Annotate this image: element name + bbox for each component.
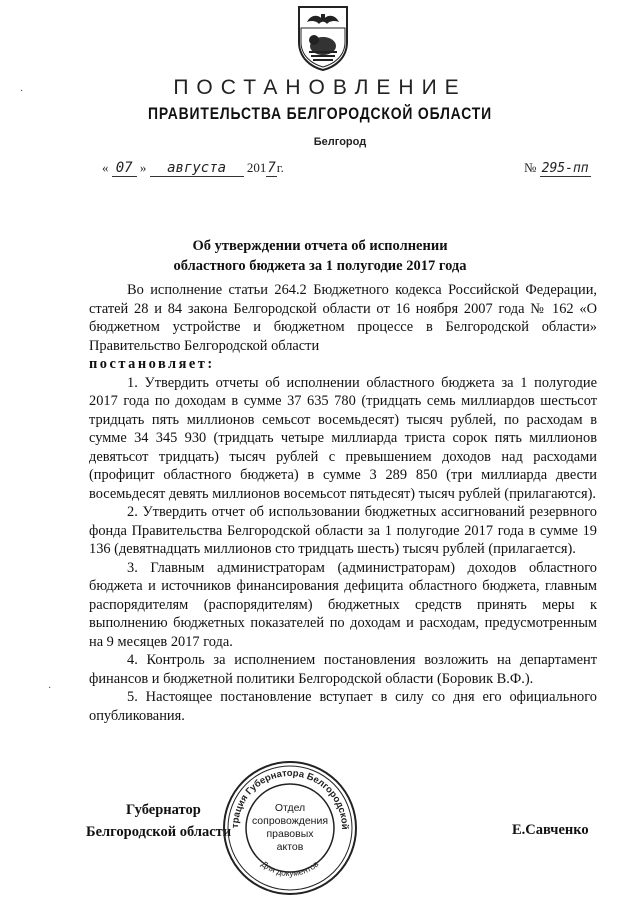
signatory-position-line-1: Губернатор (126, 802, 201, 818)
item-1-paragraph: 1. Утвердить отчеты об исполнении областного бюджета за 1 полугодие 2017 года по доходам в сумме 37 635 780 (тридцать семь миллиардов шестьсот тридцать пять миллионов семьсот восемьдесят) тысяч рублей, по расходам в сумме 34 345 930 (тридцать четыре миллиарда триста сорок пять миллионов девятьсот тридцать) тысяч рублей с превышением доходов над расходами (профицит областного бюджета) в сумме 3 289 850 (три миллиарда двести восемьдесят девять миллионов восемьсот пятьдесят) тысяч рублей (прилагаются). (89, 374, 597, 502)
resolves-keyword: постановляет: (89, 356, 215, 372)
document-type-title: ПОСТАНОВЛЕНИЕ (173, 76, 467, 99)
stamp-line-1: Отдел (274, 802, 306, 814)
scan-mark: · (20, 86, 24, 97)
document-body (89, 281, 597, 725)
item-5-paragraph: 5. Настоящее постановление вступает в силу со дня его официального опубликования. (89, 689, 597, 724)
item-4-paragraph: 4. Контроль за исполнением постановления возложить на департамент финансов и бюджетной политики Белгородской области (Боровик В.Ф.). (89, 652, 597, 687)
date-month: августа (150, 160, 244, 177)
issuer-title: ПРАВИТЕЛЬСТВА БЕЛГОРОДСКОЙ ОБЛАСТИ (148, 104, 492, 123)
stamp-line-3: правовых (266, 828, 314, 840)
preamble-paragraph: Во исполнение статьи 264.2 Бюджетного кодекса Российской Федерации, статей 28 и 84 закона Белгородской области от 16 ноября 2007 года № 162 «О бюджетном устройстве и бюджетном процессе в Белгородской области» Правительство Белгородской области (89, 282, 597, 354)
scan-mark: · (48, 683, 52, 694)
document-date (102, 160, 284, 177)
stamp-bottom-text: Для документов (259, 858, 321, 879)
number-label: № (524, 160, 537, 175)
date-day: 07 (112, 160, 137, 177)
date-year-suffix: 7 (267, 160, 276, 176)
item-2-paragraph: 2. Утвердить отчет об использовании бюджетных ассигнований резервного фонда Правительства Белгородской области за 1 полугодие 2017 года в сумме 19 136 (девятнадцать миллионов сто тридцать шесть) тысяч рублей (прилагается). (89, 504, 597, 557)
city-name: Белгород (313, 136, 367, 148)
document-subject (0, 236, 640, 276)
resolves-paragraph (89, 355, 597, 374)
stamp-ring-text: трация Губернатора Белгородской (229, 767, 351, 830)
item-3-paragraph: 3. Главным администраторам (администраторам) доходов областного бюджета и источников финансирования дефицита областного бюджета, главным распорядителям (распорядителям) бюджетных средств принять меры к выполнению бюджетных показателей по доходам и расходам, предусмотренным на 9 месяцев 2017 года. (89, 559, 597, 650)
stamp-line-4: актов (276, 841, 304, 853)
number-value: 295-пп (541, 161, 589, 176)
subject-line-1: Об утверждении отчета об исполнении (192, 238, 448, 254)
date-year-prefix: 201 (246, 160, 267, 175)
date-year-unit: г. (276, 160, 284, 175)
signatory-position (86, 799, 231, 843)
stamp-center (248, 786, 332, 870)
signatory-position-line-2: Белгородской области (86, 824, 232, 840)
stamp-line-2: сопровождения (251, 815, 329, 827)
document-number (524, 160, 591, 176)
subject-line-2: областного бюджета за 1 полугодие 2017 года (173, 258, 467, 274)
stamp-seal-icon (220, 758, 360, 898)
date-close-quote: » (139, 160, 147, 175)
signatory-name: Е.Савченко (512, 822, 589, 838)
coat-of-arms-icon (293, 4, 353, 72)
date-open-quote: « (102, 160, 109, 175)
